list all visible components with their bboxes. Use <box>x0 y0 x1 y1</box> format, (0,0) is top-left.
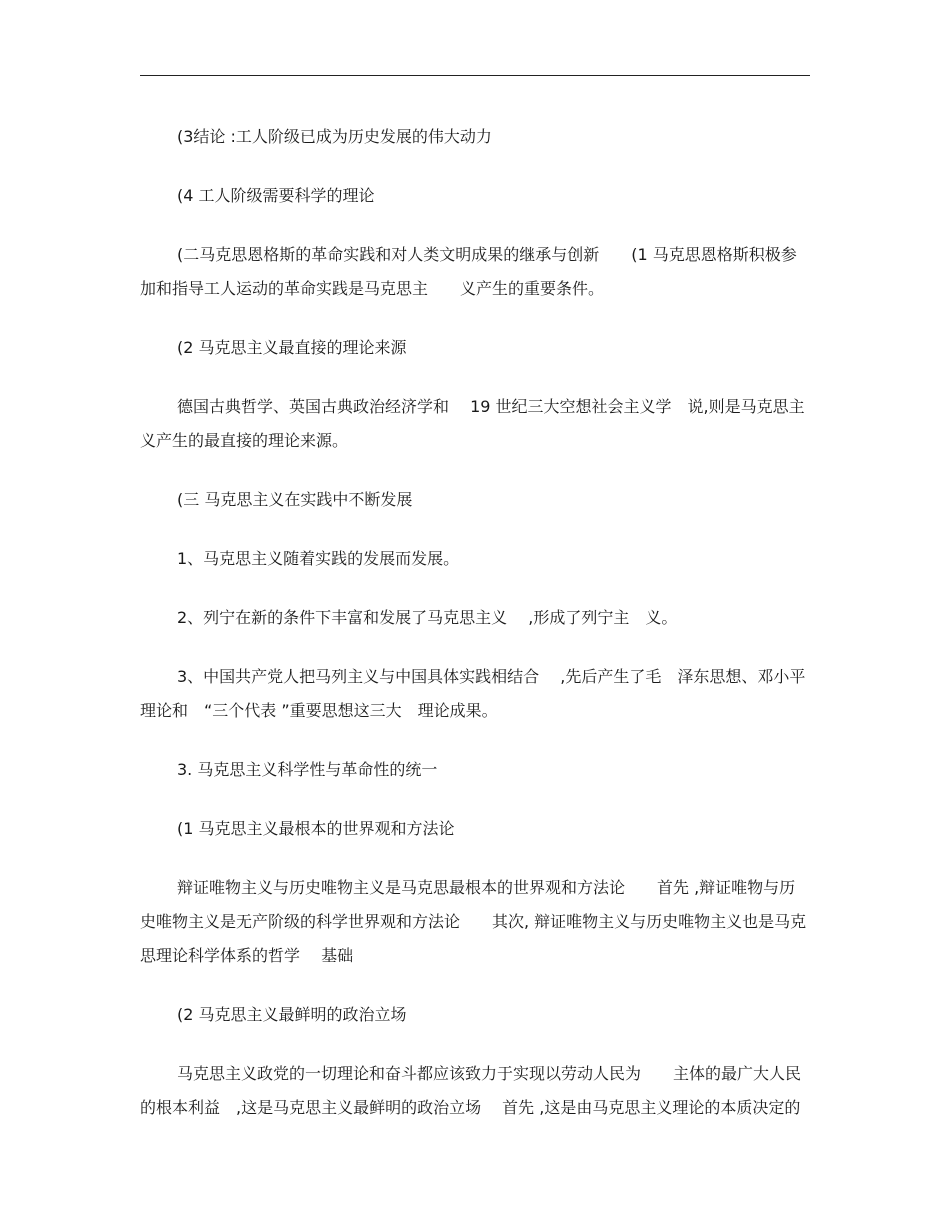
paragraph-10: 3. 马克思主义科学性与革命性的统一 <box>177 760 438 779</box>
paragraph-5: 德国古典哲学、英国古典政治经济学和 19 世纪三大空想社会主义学 说,则是马克思主义产生的最直接的理论来源。 <box>140 397 805 450</box>
document-body <box>140 120 810 1150</box>
paragraph-1: (3结论 :工人阶级已成为历史发展的伟大动力 <box>177 127 492 146</box>
paragraph-2: (4 工人阶级需要科学的理论 <box>177 186 375 205</box>
paragraph-8: 2、列宁在新的条件下丰富和发展了马克思主义 ,形成了列宁主 义。 <box>177 608 678 627</box>
paragraph-7: 1、马克思主义随着实践的发展而发展。 <box>177 549 460 568</box>
paragraph-12: 辩证唯物主义与历史唯物主义是马克思最根本的世界观和方法论 首先 ,辩证唯物与历史唯物主义是无产阶级的科学世界观和方法论 其次, 辩证唯物主义与历史唯物主义也是马克思理论科学体系的哲学 基础 <box>140 878 807 965</box>
paragraph-6: (三 马克思主义在实践中不断发展 <box>177 490 413 509</box>
paragraph-13: (2 马克思主义最鲜明的政治立场 <box>177 1005 407 1024</box>
paragraph-4: (2 马克思主义最直接的理论来源 <box>177 338 407 357</box>
paragraph-9: 3、中国共产党人把马列主义与中国具体实践相结合 ,先后产生了毛 泽东思想、邓小平理论和 “三个代表 ”重要思想这三大 理论成果。 <box>140 667 806 720</box>
paragraph-3: (二马克思恩格斯的革命实践和对人类文明成果的继承与创新 (1 马克思恩格斯积极参加和指导工人运动的革命实践是马克思主 义产生的重要条件。 <box>140 245 797 298</box>
header-rule <box>140 75 810 76</box>
paragraph-11: (1 马克思主义最根本的世界观和方法论 <box>177 819 455 838</box>
paragraph-14: 马克思主义政党的一切理论和奋斗都应该致力于实现以劳动人民为 主体的最广大人民的根本利益 ,这是马克思主义最鲜明的政治立场 首先 ,这是由马克思主义理论的本质决定的 <box>140 1064 802 1117</box>
